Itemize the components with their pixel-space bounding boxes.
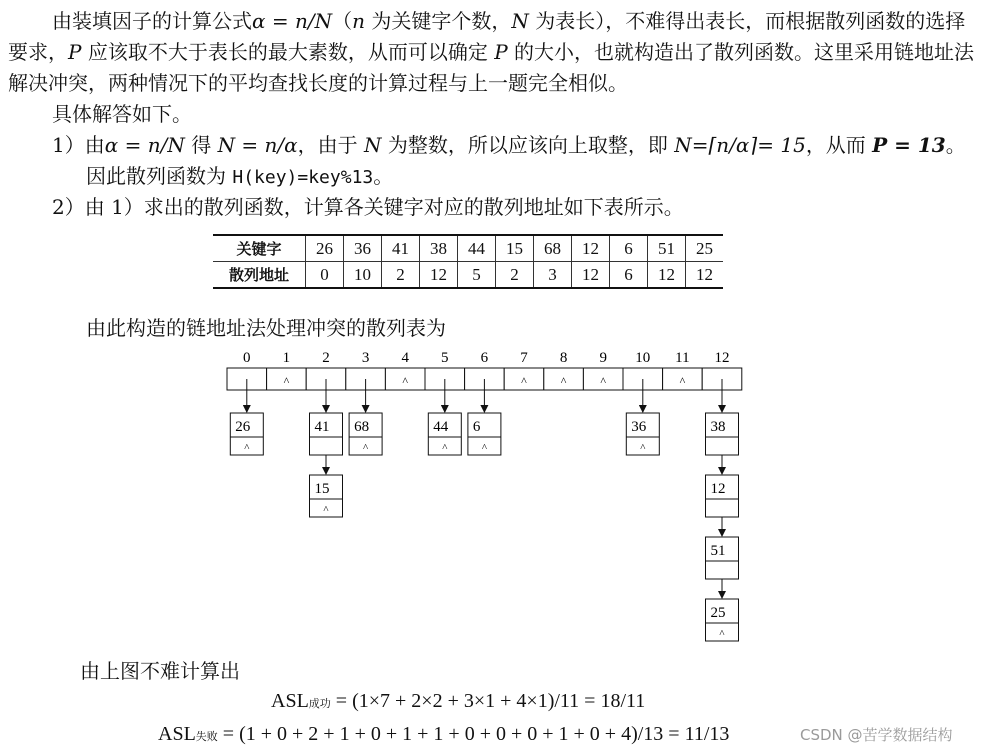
step1-text: 。: [373, 164, 394, 188]
table-cell: 12: [572, 262, 610, 289]
null-pointer: ^: [323, 504, 329, 516]
node-key: 41: [314, 419, 330, 435]
step1-formula: N: [364, 133, 382, 157]
step1-text: ，由于: [297, 133, 365, 157]
bucket-index: 11: [675, 350, 690, 366]
watermark: CSDN @苦学数据结构: [800, 726, 953, 744]
var-P: P: [494, 40, 508, 64]
intro-text: 为表长），不难得出表长，而根据散列函数的选择要求，: [8, 9, 966, 64]
asl-subscript: 成功: [308, 697, 331, 710]
table-cell: 36: [344, 235, 382, 262]
bucket-index: 8: [559, 350, 568, 366]
null-pointer: ^: [719, 628, 725, 640]
intro-text: 由装填因子的计算公式: [52, 9, 252, 33]
node-key: 26: [235, 419, 251, 435]
table-cell: 6: [610, 235, 648, 262]
table-header-addrs: 散列地址: [213, 262, 306, 289]
step1-formula: N=⌈n/α⌉= 15: [674, 133, 806, 157]
node-key: 44: [433, 419, 449, 435]
node-key: 68: [354, 419, 370, 435]
bucket-index: 6: [480, 350, 489, 366]
step1-text: 。: [945, 133, 966, 157]
bucket-index: 1: [282, 350, 291, 366]
bucket-index: 10: [635, 350, 651, 366]
bucket-index: 4: [401, 350, 409, 366]
step1-text: 因此散列函数为: [86, 164, 233, 188]
table-cell: 15: [496, 235, 534, 262]
var-N: N: [511, 9, 529, 33]
answer-heading: 具体解答如下。: [52, 102, 192, 126]
intro-text: （: [332, 9, 353, 33]
null-pointer: ^: [244, 442, 250, 454]
step1-text: ，从而: [805, 133, 873, 157]
var-n: n: [352, 9, 365, 33]
bucket-index: 0: [243, 350, 251, 366]
node-key: 6: [472, 419, 481, 435]
node-key: 15: [314, 481, 330, 497]
table-cell: 10: [344, 262, 382, 289]
node-key: 38: [710, 419, 726, 435]
diagram-caption: 由此构造的链地址法处理冲突的散列表为: [86, 316, 446, 340]
node-key: 12: [710, 481, 726, 497]
step1-text: 1）由: [52, 133, 105, 157]
intro-text: 应该取不大于表长的最大素数，从而可以确定: [81, 40, 495, 64]
step1-formula: N = n/α: [217, 133, 298, 157]
null-pointer: ^: [363, 442, 369, 454]
table-cell: 0: [306, 262, 344, 289]
null-pointer: ^: [283, 374, 290, 388]
null-pointer: ^: [640, 442, 646, 454]
table-cell: 12: [648, 262, 686, 289]
asl-fail-formula: [158, 723, 729, 746]
bucket-index: 2: [322, 350, 330, 366]
table-cell: 12: [686, 262, 724, 289]
step2-line: 2）由 1）求出的散列函数，计算各关键字对应的散列地址如下表所示。: [52, 195, 684, 219]
intro-text: 的大小，也就构造出了散列函数。这里采用链地址法解决冲突，两种情况下的平均查找长度的计算过程与上一题完全相似。: [8, 40, 975, 95]
table-cell: 3: [534, 262, 572, 289]
table-header-keys: 关键字: [213, 235, 306, 262]
bucket-index: 5: [441, 350, 449, 366]
bucket-index: 9: [599, 350, 607, 366]
table-cell: 12: [420, 262, 458, 289]
step1-text: 为整数，所以应该向上取整，即: [381, 133, 675, 157]
node-key: 51: [710, 543, 726, 559]
bucket-index: 3: [361, 350, 370, 366]
node-key: 25: [710, 605, 726, 621]
node-key: 36: [631, 419, 647, 435]
table-cell: 25: [686, 235, 724, 262]
step1-text: 得: [184, 133, 218, 157]
table-cell: 12: [572, 235, 610, 262]
step1-formula: P = 13: [872, 133, 946, 157]
null-pointer: ^: [442, 442, 448, 454]
null-pointer: ^: [521, 374, 527, 388]
table-cell: 38: [420, 235, 458, 262]
bucket-index: 12: [714, 350, 730, 366]
null-pointer: ^: [560, 374, 567, 388]
asl-label: ASL: [271, 690, 309, 712]
calc-caption: 由上图不难计算出: [80, 659, 240, 683]
null-pointer: ^: [402, 374, 409, 388]
table-cell: 2: [496, 262, 534, 289]
asl-label: ASL: [158, 723, 196, 745]
table-cell: 41: [382, 235, 420, 262]
table-cell: 44: [458, 235, 496, 262]
asl-subscript: 失败: [195, 730, 218, 743]
null-pointer: ^: [600, 374, 607, 388]
hash-function-code: H(key)=key%13: [232, 167, 374, 188]
asl-expression: = (1 + 0 + 2 + 1 + 0 + 1 + 1 + 0 + 0 + 0 + 1 + 0 + 4)/13 = 11/13: [217, 723, 730, 745]
asl-expression: = (1×7 + 2×2 + 3×1 + 4×1)/11 = 18/11: [330, 690, 646, 712]
var-P: P: [68, 40, 82, 64]
table-cell: 6: [610, 262, 648, 289]
table-cell: 68: [534, 235, 572, 262]
bucket-index: 7: [520, 350, 528, 366]
intro-text: 为关键字个数，: [365, 9, 512, 33]
step1-formula: α = n/N: [104, 133, 185, 157]
load-factor-formula: α = n/N: [252, 9, 333, 33]
table-cell: 51: [648, 235, 686, 262]
table-cell: 5: [458, 262, 496, 289]
null-pointer: ^: [679, 374, 686, 388]
null-pointer: ^: [481, 442, 487, 454]
asl-success-formula: [271, 690, 645, 713]
table-cell: 26: [306, 235, 344, 262]
table-cell: 2: [382, 262, 420, 289]
